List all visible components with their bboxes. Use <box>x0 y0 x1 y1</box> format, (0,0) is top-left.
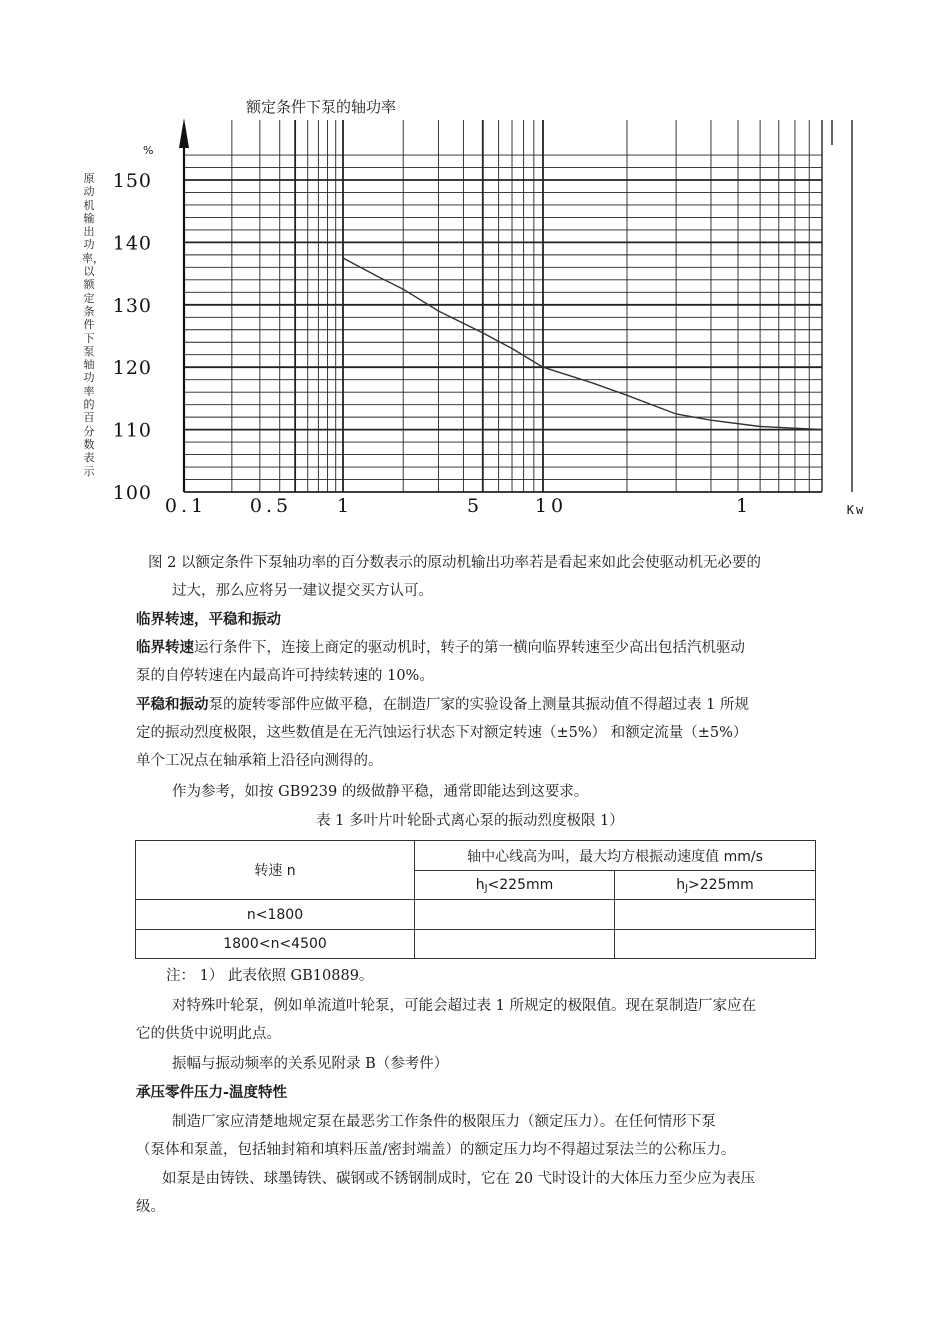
table-row <box>136 930 816 959</box>
col1-suffix: <225mm <box>487 876 554 893</box>
paragraph-pressure-line1: 制造厂家应清楚地规定泵在最恶劣工作条件的极限压力（额定压力）。在任何情形下泵 <box>172 1114 716 1130</box>
col1-sub: J <box>484 882 488 894</box>
paragraph-critical-speed-text: 运行条件下，连接上商定的驱动机时，转子的第一横向临界转速至少高出包括汽机驱动 <box>194 640 745 656</box>
table-cell-value <box>415 900 615 930</box>
figure-caption-line1: 图 2 以额定条件下泵轴功率的百分数表示的原动机输出功率若是看起来如此会使驱动机无必要的 <box>148 555 761 571</box>
chart-canvas <box>0 0 950 540</box>
figure-caption-line2: 过大，那么应将另一建议提交买方认可。 <box>172 583 433 599</box>
x-tick-label: 10 <box>534 495 568 517</box>
paragraph-special-line1: 对特殊叶轮泵，例如单流道叶轮泵，可能会超过表 1 所规定的极限值。现在泵制造厂家应在 <box>172 998 756 1014</box>
section-heading-critical-speed: 临界转速，平稳和振动 <box>136 611 281 628</box>
paragraph-critical-speed-line1 <box>136 638 816 658</box>
table-header-group: 轴中心线高为叫，最大均方根振动速度值 mm/s <box>415 841 816 871</box>
paragraph-balance-line2: 定的振动烈度极限，这些数值是在无汽蚀运行状态下对额定转速（±5%） 和额定流量（±5%） <box>136 725 748 741</box>
section-heading-pressure: 承压零件压力-温度特性 <box>136 1084 288 1101</box>
paragraph-special-line2: 它的供货中说明此点。 <box>136 1026 281 1042</box>
y-tick-label: 130 <box>112 294 152 317</box>
paragraph-critical-speed-line2: 泵的自停转速在内最高许可持续转速的 10%。 <box>136 668 434 684</box>
x-tick-label: 0.5 <box>249 495 293 517</box>
table-header-col2 <box>615 871 816 900</box>
x-tick-label: 5 <box>466 495 484 517</box>
y-tick-label: 120 <box>112 357 152 380</box>
paragraph-reference: 作为参考，如按 GB9239 的级做静平稳，通常即能达到这要求。 <box>172 784 589 800</box>
paragraph-balance-text: 泵的旋转零部件应做平稳，在制造厂家的实验设备上测量其振动值不得超过表 1 所规 <box>208 697 749 713</box>
y-axis-arrow <box>179 118 189 148</box>
series-line <box>343 258 822 430</box>
x-tick-label: 0.1 <box>164 495 208 517</box>
power-chart <box>0 0 950 540</box>
y-tick-label: 110 <box>112 419 152 442</box>
x-unit-label: Kw <box>846 503 866 517</box>
y-tick-label: 150 <box>112 170 152 192</box>
x-tick-label: 1 <box>336 495 354 517</box>
table-cell-speed: n<1800 <box>136 900 415 930</box>
x-tick-label: 1 <box>735 495 753 517</box>
term-critical-speed: 临界转速 <box>136 639 194 656</box>
table-row <box>136 900 816 930</box>
y-tick-label: 140 <box>112 232 152 255</box>
chart-title: 额定条件下泵的轴功率 <box>246 98 397 116</box>
col1-prefix: h <box>475 876 485 893</box>
vibration-limit-table <box>135 840 816 959</box>
paragraph-balance-line1 <box>136 695 816 715</box>
table-caption: 表 1 多叶片叶轮卧式离心泵的振动烈度极限 1） <box>316 813 624 829</box>
chart-ylabel: 原动机输出功率，以额定条件下泵轴功率的百分数表示 <box>82 172 104 478</box>
table-note: 注： 1） 此表依照 GB10889。 <box>166 968 374 984</box>
table-cell-value <box>415 930 615 959</box>
y-tick-label: 100 <box>112 482 152 504</box>
col2-prefix: h <box>676 876 686 893</box>
col2-suffix: >225mm <box>688 876 754 893</box>
paragraph-pressure-line2: （泵体和泵盖，包括轴封箱和填料压盖/密封端盖）的额定压力均不得超过泵法兰的公称压力。 <box>136 1142 736 1158</box>
table-header-speed: 转速 n <box>136 841 415 900</box>
col2-sub: J <box>685 882 689 894</box>
paragraph-material-line2: 级。 <box>136 1199 165 1215</box>
y-unit-label: % <box>143 144 154 157</box>
paragraph-appendix: 振幅与振动频率的关系见附录 B（参考件） <box>172 1056 449 1072</box>
paragraph-balance-line3: 单个工况点在轴承箱上沿径向测得的。 <box>136 753 383 769</box>
table-cell-value <box>615 930 816 959</box>
table-header-col1 <box>415 871 615 900</box>
table-cell-speed: 1800<n<4500 <box>136 930 415 959</box>
table-cell-value <box>615 900 816 930</box>
term-balance-vibration: 平稳和振动 <box>136 696 209 713</box>
paragraph-material-line1: 如泵是由铸铁、球墨铸铁、碳钢或不锈钢制成时，它在 20 弋时设计的大体压力至少应为表压 <box>162 1171 756 1187</box>
